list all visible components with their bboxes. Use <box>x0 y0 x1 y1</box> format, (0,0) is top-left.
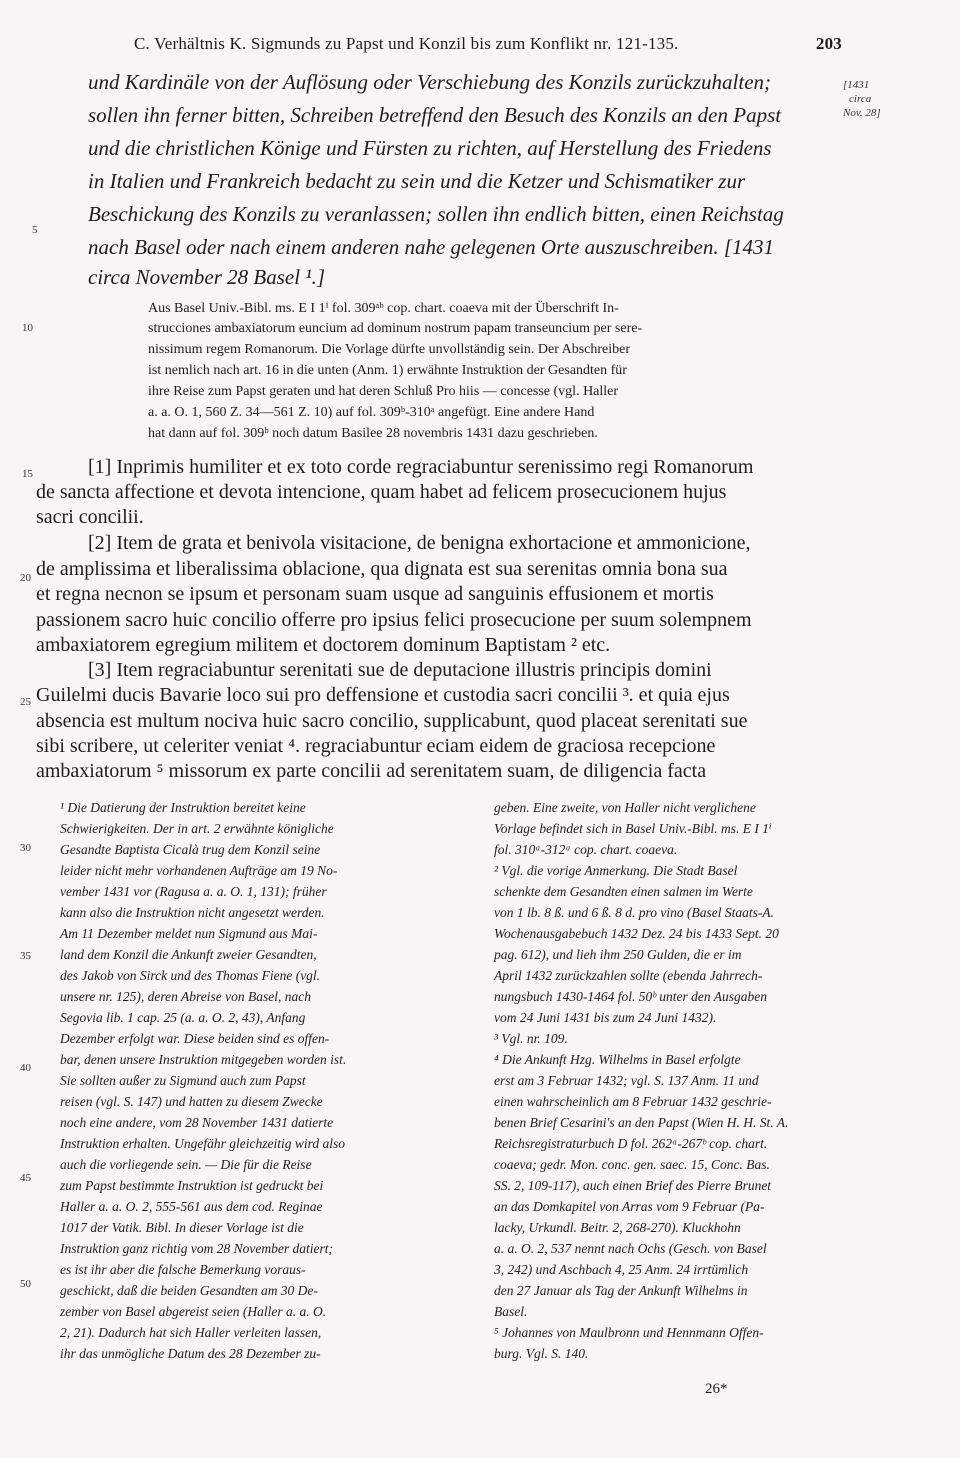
source-line: a. a. O. 1, 560 Z. 34—561 Z. 10) auf fol. 309ᵇ-310ᵃ angefügt. Eine andere Hand <box>148 405 595 420</box>
signature-mark: 26* <box>705 1381 728 1397</box>
footnote-line: zum Papst bestimmte Instruktion ist gedruckt bei <box>60 1178 324 1193</box>
footnote-line: Sie sollten außer zu Sigmund auch zum Papst <box>60 1073 306 1088</box>
footnote-line: Instruktion ganz richtig vom 28 November datiert; <box>60 1241 333 1256</box>
footnote-line: zember von Basel abgereist seien (Haller a. a. O. <box>60 1304 327 1319</box>
footnote-line: Reichsregistraturbuch D fol. 262ᵃ-267ᵇ cop. chart. <box>494 1136 768 1151</box>
footnote-line: des Jakob von Sirck und des Thomas Fiene (vgl. <box>60 968 321 983</box>
footnote-line: auch die vorliegende sein. — Die für die Reise <box>60 1157 312 1172</box>
footnote-line: burg. Vgl. S. 140. <box>494 1346 589 1361</box>
main-line: [1] Inprimis humiliter et ex toto corde regraciabuntur serenissimo regi Romanorum <box>88 456 754 478</box>
footnote-line: lacky, Urkundl. Beitr. 2, 268-270). Kluckhohn <box>494 1220 741 1235</box>
footnote-line: ihr das unmögliche Datum des 28 Dezember zu- <box>60 1346 321 1361</box>
footnote-line: Basel. <box>494 1304 528 1319</box>
footnote-line: erst am 3 Februar 1432; vgl. S. 137 Anm. 11 und <box>494 1073 759 1088</box>
footnote-line: kann also die Instruktion nicht angesetzt werden. <box>60 905 325 920</box>
footnote-line: noch eine andere, vom 28 November 1431 datierte <box>60 1115 334 1130</box>
footnote-line: von 1 lb. 8 ß. und 6 ß. 8 d. pro vino (Basel Staats-A. <box>494 905 774 920</box>
footnote-line: vember 1431 vor (Ragusa a. a. O. 1, 131); früher <box>60 884 327 899</box>
intro-line: Beschickung des Konzils zu veranlassen; sollen ihn endlich bitten, einen Reichstag <box>88 202 784 226</box>
footnote-line: nungsbuch 1430-1464 fol. 50ᵇ unter den Ausgaben <box>494 989 767 1004</box>
main-line: sacri concilii. <box>36 506 144 528</box>
footnote-line: 1017 der Vatik. Bibl. In dieser Vorlage ist die <box>60 1220 304 1235</box>
footnote-line: reisen (vgl. S. 147) und hatten zu diesem Zwecke <box>60 1094 323 1109</box>
source-line: ist nemlich nach art. 16 in die unten (Anm. 1) erwähnte Instruktion der Gesandten für <box>148 363 627 378</box>
footnote-line: fol. 310ᵃ-312ᵃ cop. chart. coaeva. <box>494 842 678 857</box>
footnote-line: April 1432 zurückzahlen sollte (ebenda Jahrrech- <box>494 968 763 983</box>
footnote-line: 3, 242) und Aschbach 4, 25 Anm. 24 irrtümlich <box>494 1262 749 1277</box>
intro-line: und die christlichen Könige und Fürsten zu richten, auf Herstellung des Friedens <box>88 136 772 160</box>
header-title: C. Verhältnis K. Sigmunds zu Papst und Konzil bis zum Konflikt nr. 121-135. <box>134 34 679 53</box>
main-line: [2] Item de grata et benivola visitacione, de benigna exhortacione et ammonicione, <box>88 532 751 554</box>
footnote-line: ² Vgl. die vorige Anmerkung. Die Stadt Basel <box>494 863 738 878</box>
source-line: ihre Reise zum Papst geraten und hat deren Schluß Pro hiis — concesse (vgl. Haller <box>148 384 619 399</box>
footnote-line: bar, denen unsere Instruktion mitgegeben worden ist. <box>60 1052 347 1067</box>
main-line: ambaxiatorem egregium militem et doctorem dominum Baptistam ² etc. <box>36 634 611 656</box>
margin-date-line: [1431 <box>843 79 870 91</box>
main-line: ambaxiatorum ⁵ missorum ex parte concilii ad serenitatem suam, de diligencia facta <box>36 760 707 782</box>
footnote-line: ⁴ Die Ankunft Hzg. Wilhelms in Basel erfolgte <box>494 1052 741 1067</box>
line-number: 5 <box>32 224 38 236</box>
main-line: absencia est multum nociva huic sacro concilio, supplicabunt, quod placeat serenitati sue <box>36 710 748 732</box>
intro-line: und Kardinäle von der Auflösung oder Verschiebung des Konzils zurückzuhalten; <box>88 70 772 94</box>
source-line: Aus Basel Univ.-Bibl. ms. E I 1ⁱ fol. 309ᵃᵇ cop. chart. coaeva mit der Überschrift In- <box>148 301 619 316</box>
footnote-line: Am 11 Dezember meldet nun Sigmund aus Mai- <box>60 926 318 941</box>
footnote-line: coaeva; gedr. Mon. conc. gen. saec. 15, Conc. Bas. <box>494 1157 770 1172</box>
footnote-line: Segovia lib. 1 cap. 25 (a. a. O. 2, 43), Anfang <box>60 1010 306 1025</box>
footnote-line: benen Brief Cesarini's an den Papst (Wien H. H. St. A. <box>494 1115 789 1130</box>
page-number: 203 <box>815 34 842 53</box>
main-line: sibi scribere, ut celeriter veniat ⁴. regraciabuntur eciam eidem de graciosa recepcione <box>36 735 716 757</box>
margin-date-line: circa <box>849 93 872 105</box>
footnote-line: ³ Vgl. nr. 109. <box>494 1031 568 1046</box>
footnote-line: SS. 2, 109-117), auch einen Brief des Pierre Brunet <box>494 1178 772 1193</box>
footnote-line: leider nicht mehr vorhandenen Aufträge am 19 No- <box>60 863 338 878</box>
footnote-line: geschickt, daß die beiden Gesandten am 30 De- <box>60 1283 318 1298</box>
footnote-line: vom 24 Juni 1431 bis zum 24 Juni 1432). <box>494 1010 717 1025</box>
footnote-line: Instruktion erhalten. Ungefähr gleichzeitig wird also <box>60 1136 345 1151</box>
footnote-line: es ist ihr aber die falsche Bemerkung voraus- <box>60 1262 306 1277</box>
main-line: de sancta affectione et devota intencione, quam habet ad felicem prosecucionem hujus <box>36 481 727 503</box>
footnote-line: Vorlage befindet sich in Basel Univ.-Bibl. ms. E I 1ⁱ <box>494 821 772 836</box>
footnote-line: an das Domkapitel von Arras vom 9 Februar (Pa- <box>494 1199 765 1214</box>
footnote-line: a. a. O. 2, 537 nennt nach Ochs (Gesch. von Basel <box>494 1241 767 1256</box>
footnote-line: Gesandte Baptista Cicalà trug dem Konzil seine <box>60 842 321 857</box>
footnote-line: unsere nr. 125), deren Abreise von Basel, nach <box>60 989 311 1004</box>
line-number: 45 <box>20 1172 31 1184</box>
margin-date-line: Nov. 28] <box>843 107 881 119</box>
intro-line: circa November 28 Basel ¹.] <box>88 265 326 289</box>
line-number: 35 <box>20 950 31 962</box>
line-number: 40 <box>20 1062 31 1074</box>
footnote-line: Dezember erfolgt war. Diese beiden sind es offen- <box>60 1031 330 1046</box>
footnote-line: land dem Konzil die Ankunft zweier Gesandten, <box>60 947 317 962</box>
footnote-line: 2, 21). Dadurch hat sich Haller verleiten lassen, <box>60 1325 322 1340</box>
main-line: Guilelmi ducis Bavarie loco sui pro deffensione et custodia sacri concilii ³. et quia ejus <box>36 684 730 706</box>
main-line: [3] Item regraciabuntur serenitati sue de deputacione illustris principis domini <box>88 659 712 681</box>
main-line: passionem sacro huic concilio offerre pro ipsius felici prosecucione per suum solempnem <box>36 609 752 631</box>
footnote-line: ⁵ Johannes von Maulbronn und Hennmann Offen- <box>494 1325 764 1340</box>
footnote-line: Wochenausgabebuch 1432 Dez. 24 bis 1433 Sept. 20 <box>494 926 779 941</box>
main-line: et regna necnon se ipsum et personam suam usque ad sanguinis effusionem et mortis <box>36 583 714 605</box>
line-number: 10 <box>22 322 33 334</box>
footnote-line: einen wahrscheinlich am 8 Februar 1432 geschrie- <box>494 1094 772 1109</box>
intro-line: nach Basel oder nach einem anderen nahe gelegenen Orte auszuschreiben. [1431 <box>88 235 775 259</box>
line-number: 50 <box>20 1278 31 1290</box>
line-number: 15 <box>22 468 33 480</box>
line-number: 25 <box>20 696 31 708</box>
footnote-line: den 27 Januar als Tag der Ankunft Wilhelms in <box>494 1283 748 1298</box>
margin-date-note <box>843 78 895 120</box>
footnote-line: geben. Eine zweite, von Haller nicht verglichene <box>494 800 756 815</box>
footnote-line: Schwierigkeiten. Der in art. 2 erwähnte königliche <box>60 821 334 836</box>
main-line: de amplissima et liberalissima oblacione, qua dignata est sua serenitas omnia bona sua <box>36 558 728 580</box>
footnote-line: Haller a. a. O. 2, 555-561 aus dem cod. Reginae <box>60 1199 323 1214</box>
intro-line: in Italien und Frankreich bedacht zu sein und die Ketzer und Schismatiker zur <box>88 169 746 193</box>
line-number: 20 <box>20 572 31 584</box>
footnote-line: ¹ Die Datierung der Instruktion bereitet keine <box>60 800 306 815</box>
intro-line: sollen ihn ferner bitten, Schreiben betreffend den Besuch des Konzils an den Papst <box>88 103 782 127</box>
footnote-line: pag. 612), und lieh ihm 250 Gulden, die er im <box>494 947 742 962</box>
footnote-line: schenkte dem Gesandten einen salmen im Werte <box>494 884 753 899</box>
source-line: strucciones ambaxiatorum euncium ad dominum nostrum papam transeuncium per sere- <box>148 321 643 336</box>
source-line: nissimum regem Romanorum. Die Vorlage dürfte unvollständig sein. Der Abschreiber <box>148 342 631 357</box>
line-number: 30 <box>20 842 31 854</box>
source-line: hat dann auf fol. 309ᵇ noch datum Basilee 28 novembris 1431 dazu geschrieben. <box>148 426 598 441</box>
